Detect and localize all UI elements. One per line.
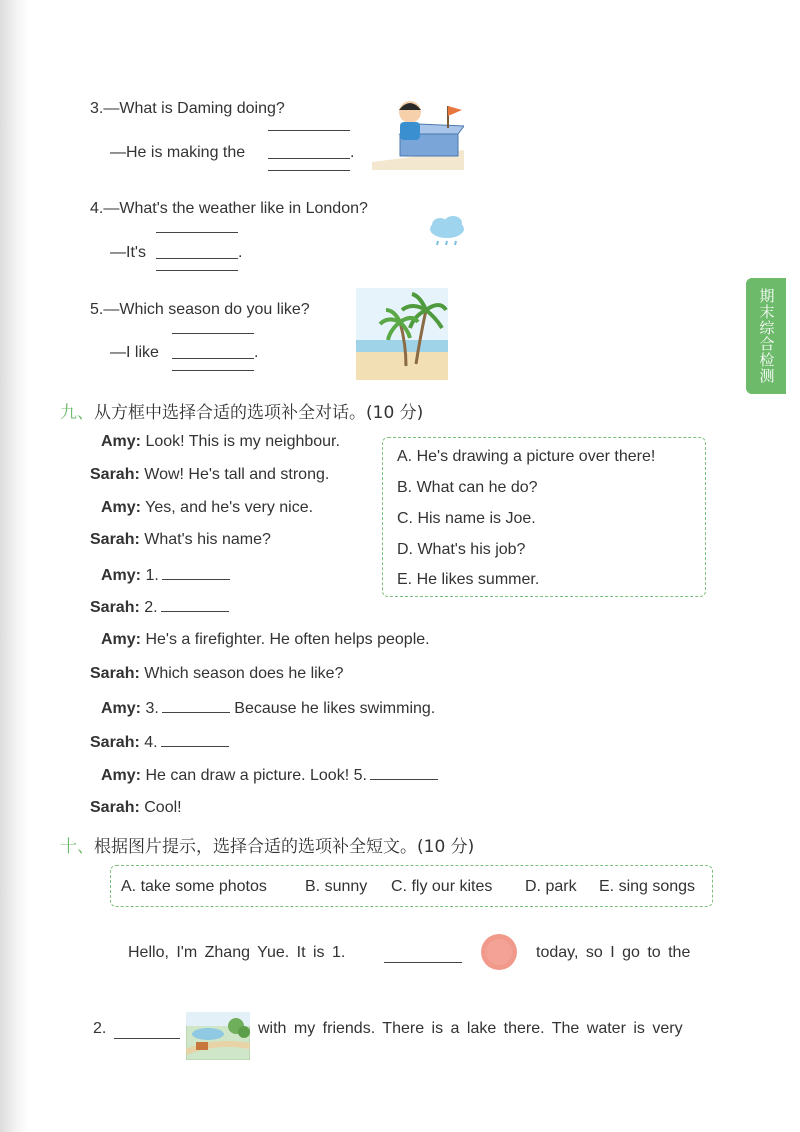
answer-blank-line[interactable] [268, 158, 350, 159]
option-b: B. sunny [305, 878, 368, 895]
question-3: 3.—What is Daming doing? [90, 100, 285, 117]
dialogue-text: 1. [145, 567, 159, 584]
option-d: D. What's his job? [397, 541, 526, 558]
speaker-label: Amy: [101, 700, 142, 717]
question-5: 5.—Which season do you like? [90, 301, 310, 318]
answer-blank-line[interactable] [156, 270, 238, 271]
answer-blank[interactable] [370, 765, 438, 780]
speaker-label: Sarah: [90, 599, 140, 616]
option-a: A. He's drawing a picture over there! [397, 448, 656, 465]
dialogue-line [90, 665, 343, 683]
answer-blank-line[interactable] [156, 258, 238, 259]
page-binding-edge [0, 0, 28, 1132]
dialogue-line [90, 531, 271, 549]
speaker-label: Sarah: [90, 531, 140, 548]
dialogue-text: He's a firefighter. He often helps people. [145, 631, 430, 648]
section-10-title: 根据图片提示，选择合适的选项补全短文。(10 分) [94, 837, 475, 857]
option-c: C. fly our kites [391, 878, 493, 895]
answer-blank-line[interactable] [172, 358, 254, 359]
answer-blank-line[interactable] [268, 170, 350, 171]
dialogue-text: He can draw a picture. Look! 5. [145, 767, 367, 784]
option-a: A. take some photos [121, 878, 267, 895]
answer-3-period: . [350, 144, 355, 161]
dialogue-line [90, 597, 229, 617]
question-4: 4.—What's the weather like in London? [90, 200, 368, 217]
boy-making-model-image [372, 98, 464, 170]
answer-blank-line[interactable] [384, 962, 462, 963]
dialogue-text: Which season does he like? [144, 665, 344, 682]
speaker-label: Amy: [101, 499, 142, 516]
answer-4-prefix: —It's [110, 244, 146, 261]
dialogue-text: 2. [144, 599, 158, 616]
dialogue-line [101, 565, 230, 585]
dialogue-line [101, 433, 340, 451]
dialogue-text: Yes, and he's very nice. [145, 499, 314, 516]
section-9-heading [60, 398, 423, 423]
section-10-number: 十、 [60, 837, 94, 857]
passage-line-2-b: with my friends. There is a lake there. The water is very [258, 1020, 683, 1037]
dialogue-text: 3. [145, 700, 159, 717]
options-box [382, 437, 706, 597]
dialogue-line [101, 499, 313, 517]
answer-blank-line[interactable] [114, 1038, 180, 1039]
option-e: E. He likes summer. [397, 571, 540, 588]
speaker-label: Sarah: [90, 466, 140, 483]
answer-blank[interactable] [161, 597, 229, 612]
section-9-title: 从方框中选择合适的选项补全对话。(10 分) [94, 403, 424, 423]
dialogue-text-after: Because he likes swimming. [234, 700, 436, 717]
dialogue-text: Cool! [144, 799, 182, 816]
answer-5-period: . [254, 344, 259, 361]
sun-icon [478, 932, 520, 972]
speaker-label: Amy: [101, 567, 142, 584]
dialogue-line [90, 466, 329, 484]
dialogue-text: Look! This is my neighbour. [145, 433, 340, 450]
answer-4-period: . [238, 244, 243, 261]
speaker-label: Sarah: [90, 734, 140, 751]
answer-3-prefix: —He is making the [110, 144, 246, 161]
options-box [110, 865, 713, 907]
answer-blank[interactable] [162, 698, 230, 713]
dialogue-line [90, 799, 182, 817]
answer-blank-line[interactable] [172, 370, 254, 371]
answer-blank[interactable] [162, 565, 230, 580]
speaker-label: Amy: [101, 631, 142, 648]
option-c: C. His name is Joe. [397, 510, 536, 527]
side-tab: 期末综合检测 [746, 278, 786, 394]
speaker-label: Sarah: [90, 665, 140, 682]
dialogue-line [101, 698, 435, 718]
dialogue-line [101, 631, 430, 649]
option-e: E. sing songs [599, 878, 696, 895]
speaker-label: Amy: [101, 767, 142, 784]
passage-line-1-a: Hello, I'm Zhang Yue. It is 1. [128, 944, 346, 961]
dialogue-text: 4. [144, 734, 158, 751]
section-9-number: 九、 [60, 403, 94, 423]
beach-palm-trees-image [356, 288, 448, 380]
section-10-heading [60, 832, 474, 857]
dialogue-line [90, 732, 229, 752]
answer-5-prefix: —I like [110, 344, 159, 361]
park-image [186, 1012, 250, 1060]
answer-blank-line[interactable] [156, 232, 238, 233]
passage-line-1-b: today, so I go to the [536, 944, 691, 961]
answer-blank-line[interactable] [172, 333, 254, 334]
option-b: B. What can he do? [397, 479, 538, 496]
dialogue-text: Wow! He's tall and strong. [144, 466, 330, 483]
rain-cloud-icon [426, 214, 468, 248]
speaker-label: Sarah: [90, 799, 140, 816]
dialogue-line [101, 765, 438, 785]
answer-blank[interactable] [161, 732, 229, 747]
answer-blank-line[interactable] [268, 130, 350, 131]
speaker-label: Amy: [101, 433, 142, 450]
dialogue-text: What's his name? [144, 531, 271, 548]
passage-line-2-number: 2. [93, 1020, 107, 1037]
option-d: D. park [525, 878, 577, 895]
